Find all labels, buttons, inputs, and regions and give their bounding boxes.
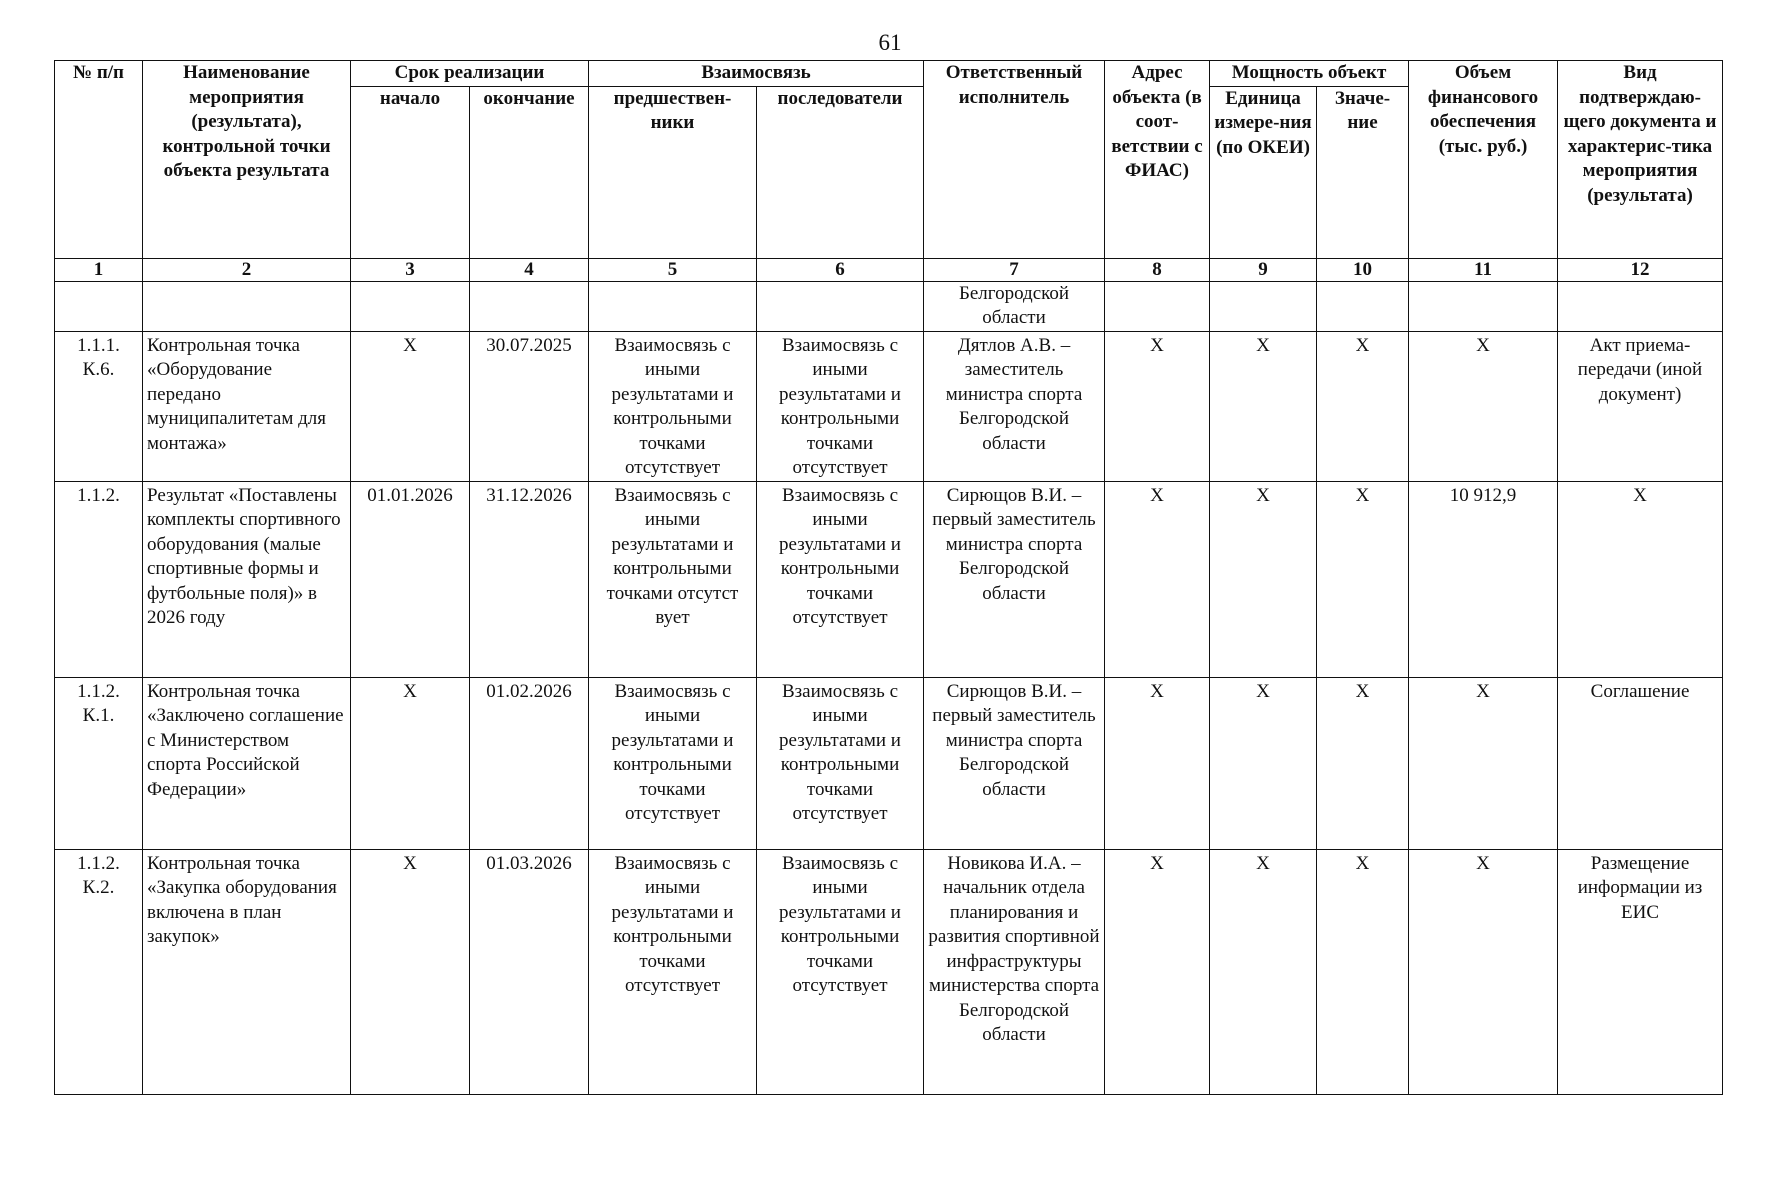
cell-end: 31.12.2026	[470, 481, 589, 677]
cell-document: Размещение информации из ЕИС	[1558, 849, 1723, 1094]
header-address: Адрес объекта (в соот-ветствии с ФИАС)	[1105, 61, 1210, 259]
cell-address: X	[1105, 849, 1210, 1094]
cell-unit: X	[1210, 331, 1317, 481]
header-end: окончание	[470, 86, 589, 258]
cell-name: Результат «Поставлены комплекты спортивного оборудования (малые спортивные формы и футбольные поля)» в 2026 году	[143, 481, 351, 677]
header-term-group: Срок реализации	[351, 61, 589, 87]
cell-value: X	[1317, 331, 1409, 481]
cell-finance	[1409, 281, 1558, 331]
cell-start: X	[351, 849, 470, 1094]
header-responsible: Ответственный исполнитель	[924, 61, 1105, 259]
column-number: 2	[143, 258, 351, 281]
implementation-plan-table	[54, 60, 1723, 1095]
cell-address: X	[1105, 331, 1210, 481]
header-unit: Единица измере-ния (по ОКЕИ)	[1210, 86, 1317, 258]
column-number-row	[55, 258, 1723, 281]
column-number: 5	[589, 258, 757, 281]
cell-number: 1.1.2. К.2.	[55, 849, 143, 1094]
cell-number	[55, 281, 143, 331]
cell-unit: X	[1210, 849, 1317, 1094]
column-number: 11	[1409, 258, 1558, 281]
header-predecessors: предшествен-ники	[589, 86, 757, 258]
column-number: 12	[1558, 258, 1723, 281]
cell-start: 01.01.2026	[351, 481, 470, 677]
cell-successors	[757, 281, 924, 331]
header-activity-name: Наименование мероприятия (результата), контрольной точки объекта результата	[143, 61, 351, 259]
column-number: 6	[757, 258, 924, 281]
table-row	[55, 331, 1723, 481]
column-number: 4	[470, 258, 589, 281]
cell-document: X	[1558, 481, 1723, 677]
cell-unit: X	[1210, 677, 1317, 849]
column-number: 8	[1105, 258, 1210, 281]
cell-document: Акт приема-передачи (иной документ)	[1558, 331, 1723, 481]
cell-finance: X	[1409, 677, 1558, 849]
cell-successors: Взаимосвязь с иными результатами и контрольными точками отсутствует	[757, 677, 924, 849]
header-start: начало	[351, 86, 470, 258]
cell-predecessors: Взаимосвязь с иными результатами и контрольными точками отсутствует	[589, 677, 757, 849]
cell-start: X	[351, 331, 470, 481]
cell-address: X	[1105, 481, 1210, 677]
cell-responsible: Сирющов В.И. – первый заместитель министра спорта Белгородской области	[924, 677, 1105, 849]
cell-number: 1.1.2.	[55, 481, 143, 677]
cell-end: 01.03.2026	[470, 849, 589, 1094]
column-number: 9	[1210, 258, 1317, 281]
cell-finance: X	[1409, 331, 1558, 481]
cell-predecessors	[589, 281, 757, 331]
cell-name: Контрольная точка «Оборудование передано муниципалитетам для монтажа»	[143, 331, 351, 481]
cell-predecessors: Взаимосвязь с иными результатами и контрольными точками отсутст вует	[589, 481, 757, 677]
cell-name: Контрольная точка «Заключено соглашение с Министерством спорта Российской Федерации»	[143, 677, 351, 849]
cell-value: X	[1317, 677, 1409, 849]
table-row	[55, 281, 1723, 331]
cell-number: 1.1.2. К.1.	[55, 677, 143, 849]
cell-address: X	[1105, 677, 1210, 849]
cell-successors: Взаимосвязь с иными результатами и контрольными точками отсутствует	[757, 331, 924, 481]
column-number: 10	[1317, 258, 1409, 281]
cell-document	[1558, 281, 1723, 331]
cell-document: Соглашение	[1558, 677, 1723, 849]
cell-predecessors: Взаимосвязь с иными результатами и контрольными точками отсутствует	[589, 849, 757, 1094]
cell-successors: Взаимосвязь с иными результатами и контрольными точками отсутствует	[757, 849, 924, 1094]
header-capacity-group: Мощность объект	[1210, 61, 1409, 87]
cell-responsible: Дятлов А.В. – заместитель министра спорта Белгородской области	[924, 331, 1105, 481]
table-row	[55, 481, 1723, 677]
cell-end: 01.02.2026	[470, 677, 589, 849]
header-link-group: Взаимосвязь	[589, 61, 924, 87]
cell-responsible: Новикова И.А. – начальник отдела планирования и развития спортивной инфраструктуры министерства спорта Белгородской области	[924, 849, 1105, 1094]
column-number: 3	[351, 258, 470, 281]
cell-successors: Взаимосвязь с иными результатами и контрольными точками отсутствует	[757, 481, 924, 677]
cell-name	[143, 281, 351, 331]
cell-responsible: Сирющов В.И. – первый заместитель министра спорта Белгородской области	[924, 481, 1105, 677]
cell-finance: X	[1409, 849, 1558, 1094]
column-number: 7	[924, 258, 1105, 281]
cell-end	[470, 281, 589, 331]
cell-start	[351, 281, 470, 331]
column-number: 1	[55, 258, 143, 281]
cell-value: X	[1317, 481, 1409, 677]
cell-number: 1.1.1. К.6.	[55, 331, 143, 481]
cell-unit	[1210, 281, 1317, 331]
cell-value: X	[1317, 849, 1409, 1094]
header-document: Вид подтверждаю-щего документа и характерис-тика мероприятия (результата)	[1558, 61, 1723, 259]
cell-responsible: Белгородской области	[924, 281, 1105, 331]
cell-name: Контрольная точка «Закупка оборудования включена в план закупок»	[143, 849, 351, 1094]
table-row	[55, 849, 1723, 1094]
cell-end: 30.07.2025	[470, 331, 589, 481]
cell-start: X	[351, 677, 470, 849]
cell-address	[1105, 281, 1210, 331]
cell-value	[1317, 281, 1409, 331]
cell-finance: 10 912,9	[1409, 481, 1558, 677]
header-row-top	[55, 61, 1723, 87]
cell-unit: X	[1210, 481, 1317, 677]
table-row	[55, 677, 1723, 849]
header-finance: Объем финансового обеспечения (тыс. руб.)	[1409, 61, 1558, 259]
header-successors: последователи	[757, 86, 924, 258]
header-value: Значе-ние	[1317, 86, 1409, 258]
page-number: 61	[878, 30, 902, 55]
cell-predecessors: Взаимосвязь с иными результатами и контрольными точками отсутствует	[589, 331, 757, 481]
header-number: № п/п	[55, 61, 143, 259]
